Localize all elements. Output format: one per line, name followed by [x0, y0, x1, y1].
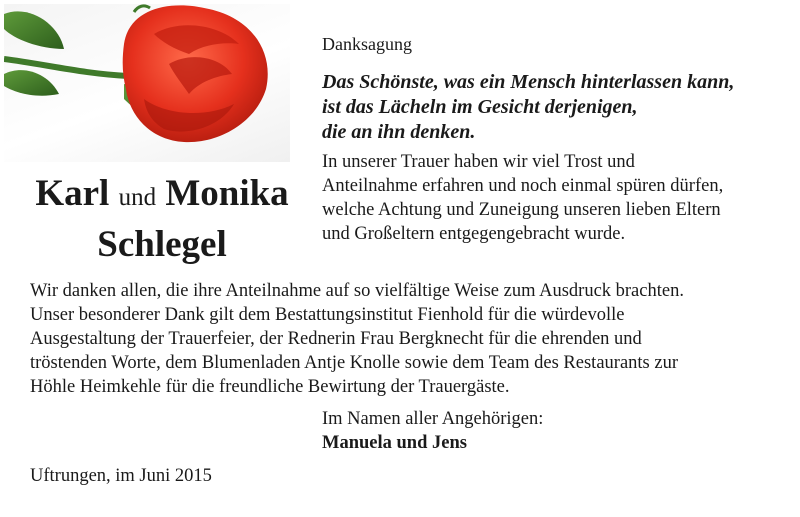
closing-intro: Im Namen aller Angehörigen:: [322, 409, 544, 429]
deceased-names: [10, 172, 314, 270]
rose-illustration: [4, 4, 290, 162]
body-line: tröstenden Worte, dem Blumenladen Antje Knolle sowie dem Team des Restaurants zur: [30, 353, 678, 373]
body-line: Höhle Heimkehle für die freundliche Bewirtung der Trauergäste.: [30, 377, 510, 397]
surname: Schlegel: [97, 224, 227, 265]
thanks-paragraph: [30, 279, 790, 399]
rose-image: [4, 4, 290, 162]
names-line: [10, 172, 314, 220]
trust-paragraph: [322, 150, 792, 246]
names-connector: und: [118, 184, 157, 211]
closing-block: [322, 407, 792, 455]
place-date: Uftrungen, im Juni 2015: [30, 466, 212, 486]
heading-danksagung: Danksagung: [322, 34, 412, 54]
body-line: Wir danken allen, die ihre Anteilnahme auf so vielfältige Weise zum Ausdruck brachten.: [30, 281, 684, 301]
first-name: Karl: [35, 173, 110, 214]
trust-line: In unserer Trauer haben wir viel Trost und: [322, 152, 635, 172]
body-line: Ausgestaltung der Trauerfeier, der Rednerin Frau Bergknecht für die ehrenden und: [30, 329, 642, 349]
quote-line: Das Schönste, was ein Mensch hinterlassen kann,: [322, 71, 735, 93]
second-name: Monika: [165, 173, 289, 214]
trust-line: welche Achtung und Zuneigung unseren lieben Eltern: [322, 200, 721, 220]
leaf-top: [4, 11, 64, 49]
leaf-left: [4, 70, 59, 96]
trust-line: Anteilnahme erfahren und noch einmal spüren dürfen,: [322, 176, 724, 196]
quote-line: ist das Lächeln im Gesicht derjenigen,: [322, 96, 638, 118]
memorial-quote: [322, 70, 792, 145]
body-line: Unser besonderer Dank gilt dem Bestattungsinstitut Fienhold für die würdevolle: [30, 305, 625, 325]
quote-line: die an ihn denken.: [322, 121, 476, 143]
rose-sepal: [134, 6, 150, 12]
trust-line: und Großeltern entgegengebracht wurde.: [322, 224, 626, 244]
signature: Manuela und Jens: [322, 433, 467, 453]
